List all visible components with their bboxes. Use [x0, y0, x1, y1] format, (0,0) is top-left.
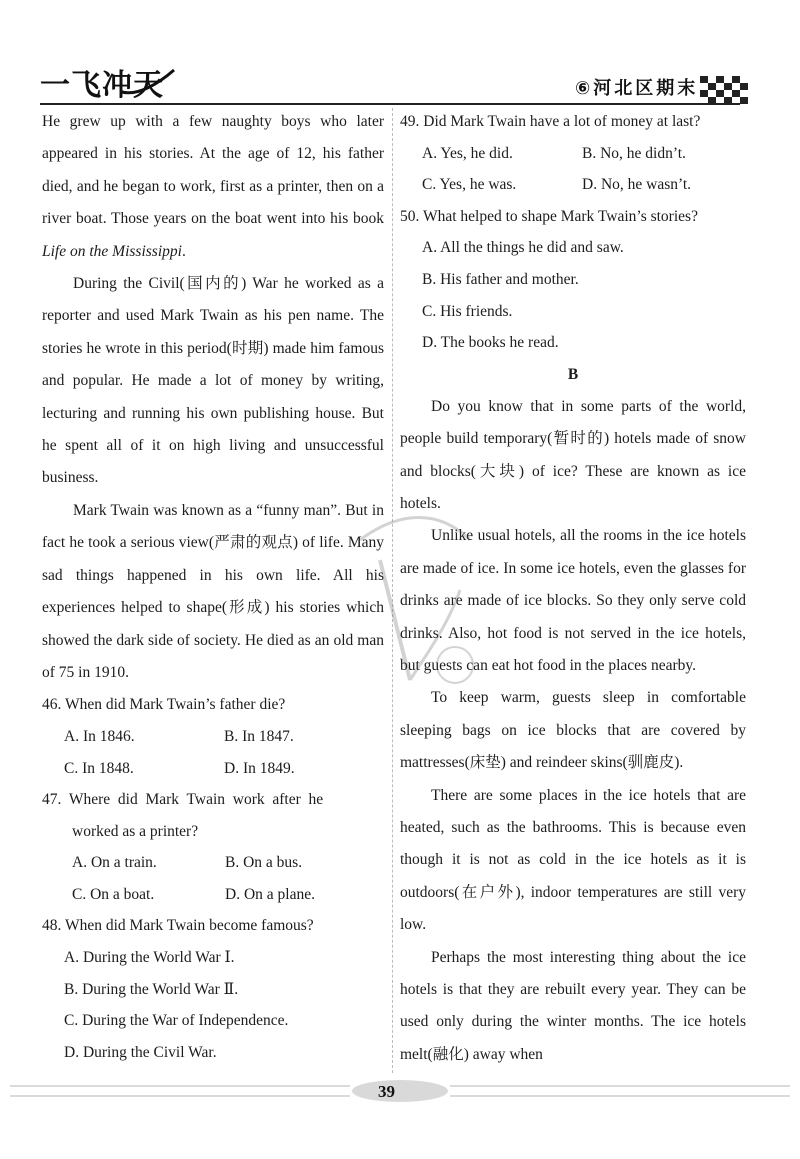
- option-d: D. No, he wasn’t.: [582, 176, 692, 194]
- option-a: A. On a train.: [72, 854, 157, 872]
- question-stem: 48. When did Mark Twain become famous?: [42, 917, 314, 935]
- option-a: A. During the World War Ⅰ.: [64, 949, 235, 967]
- question-stem: 49. Did Mark Twain have a lot of money at last?: [400, 113, 701, 130]
- option-d: D. The books he read.: [422, 334, 559, 352]
- header-rule: [40, 103, 740, 105]
- passage-paragraph-2: During the Civil(国内的) War he worked as a reporter and used Mark Twain as his pen name. The stories he wrote in this period(时期) made him famous and popular. He made a lot of money by writing, lecturing and running his own publishing house. But he spent all of it on high living and unsuccessful business.: [42, 275, 384, 487]
- checkerboard-decoration-icon: [700, 76, 748, 104]
- option-b: B. On a bus.: [225, 854, 303, 872]
- passage-paragraph-3: Mark Twain was known as a “funny man”. But in fact he took a serious view(严肃的观点) of life. Many sad things happened in his own life. All his experiences helped to shape(形成) his stories which showed the dark side of society. He died as an old man of 75 in 1910.: [42, 501, 384, 681]
- option-a: A. Yes, he did.: [422, 144, 513, 162]
- option-b: B. In 1847.: [224, 727, 294, 745]
- option-d: D. During the Civil War.: [64, 1043, 217, 1061]
- passage-paragraph-1: [42, 106, 384, 268]
- passage-b-paragraph-4: There are some places in the ice hotels that are heated, such as the bathrooms. This is because even though it is not as cold in the ice hotels as it is outdoors(在户外), indoor temperatures are still very low.: [400, 786, 746, 934]
- option-d: D. In 1849.: [224, 759, 295, 777]
- option-a: A. All the things he did and saw.: [422, 239, 624, 257]
- question-50: [400, 201, 746, 359]
- page-number: 39: [378, 1082, 395, 1101]
- right-column: [400, 106, 746, 1071]
- question-stem-continued: worked as a printer?: [72, 822, 199, 840]
- options-row: [42, 847, 384, 879]
- passage-b-paragraph-1: Do you know that in some parts of the world, people build temporary(暂时的) hotels made of snow and blocks(大块) of ice? These are known as ice hotels.: [400, 397, 746, 512]
- option-c: C. During the War of Independence.: [64, 1012, 289, 1030]
- option-c: C. Yes, he was.: [422, 176, 517, 194]
- brand-swoosh-icon: [118, 66, 178, 100]
- edition-label: ⑥河北区期末: [575, 78, 699, 99]
- section-heading: B: [567, 365, 579, 383]
- passage-b-paragraph-3: To keep warm, guests sleep in comfortable sleeping bags on ice blocks that are covered by mattresses(床垫) and reindeer skins(驯鹿皮).: [400, 689, 746, 772]
- option-d: D. On a plane.: [225, 885, 315, 903]
- question-stem: 46. When did Mark Twain’s father die?: [42, 696, 286, 714]
- column-divider: [392, 108, 393, 1073]
- question-stem: 50. What helped to shape Mark Twain’s stories?: [400, 207, 698, 225]
- question-47: [42, 784, 384, 910]
- options-row: [42, 879, 384, 911]
- options-row: [400, 138, 746, 170]
- options-row: [42, 753, 384, 785]
- option-c: C. His friends.: [422, 302, 513, 320]
- passage-b-paragraph-2: Unlike usual hotels, all the rooms in the ice hotels are made of ice. In some ice hotels, even the glasses for drinks are made of ice blocks. So they only serve cold drinks. Also, hot food is not served in the ice hotels, but guests can eat hot food in the places nearby.: [400, 527, 746, 674]
- option-b: B. During the World War Ⅱ.: [64, 980, 239, 998]
- paragraph-end: .: [181, 242, 186, 260]
- question-48: [42, 910, 384, 1068]
- footer-decorative-band: [10, 1080, 790, 1102]
- options-row: [42, 721, 384, 753]
- option-c: C. In 1848.: [64, 759, 134, 777]
- option-b: B. His father and mother.: [422, 270, 579, 288]
- option-b: B. No, he didn’t.: [582, 144, 686, 162]
- left-column: [42, 106, 384, 1068]
- passage-b-paragraph-5: Perhaps the most interesting thing about the ice hotels is that they are rebuilt every year. They can be used only during the winter months. The ice hotels melt(融化) away when: [400, 948, 746, 1063]
- question-49: [400, 106, 746, 201]
- paragraph-text: He grew up with a few naughty boys who later appeared in his stories. At the age of 12, his father died, and he began to work, first as a printer, then on a river boat. Those years on the boat went into his book: [42, 113, 384, 228]
- book-title: Life on the Mississippi: [42, 242, 182, 260]
- options-row: [400, 169, 746, 201]
- question-46: [42, 689, 384, 784]
- option-a: A. In 1846.: [64, 727, 135, 745]
- question-stem: 47. Where did Mark Twain work after he: [42, 791, 324, 809]
- brand-logo-text: 一飞冲天: [40, 68, 164, 103]
- option-c: C. On a boat.: [72, 885, 155, 903]
